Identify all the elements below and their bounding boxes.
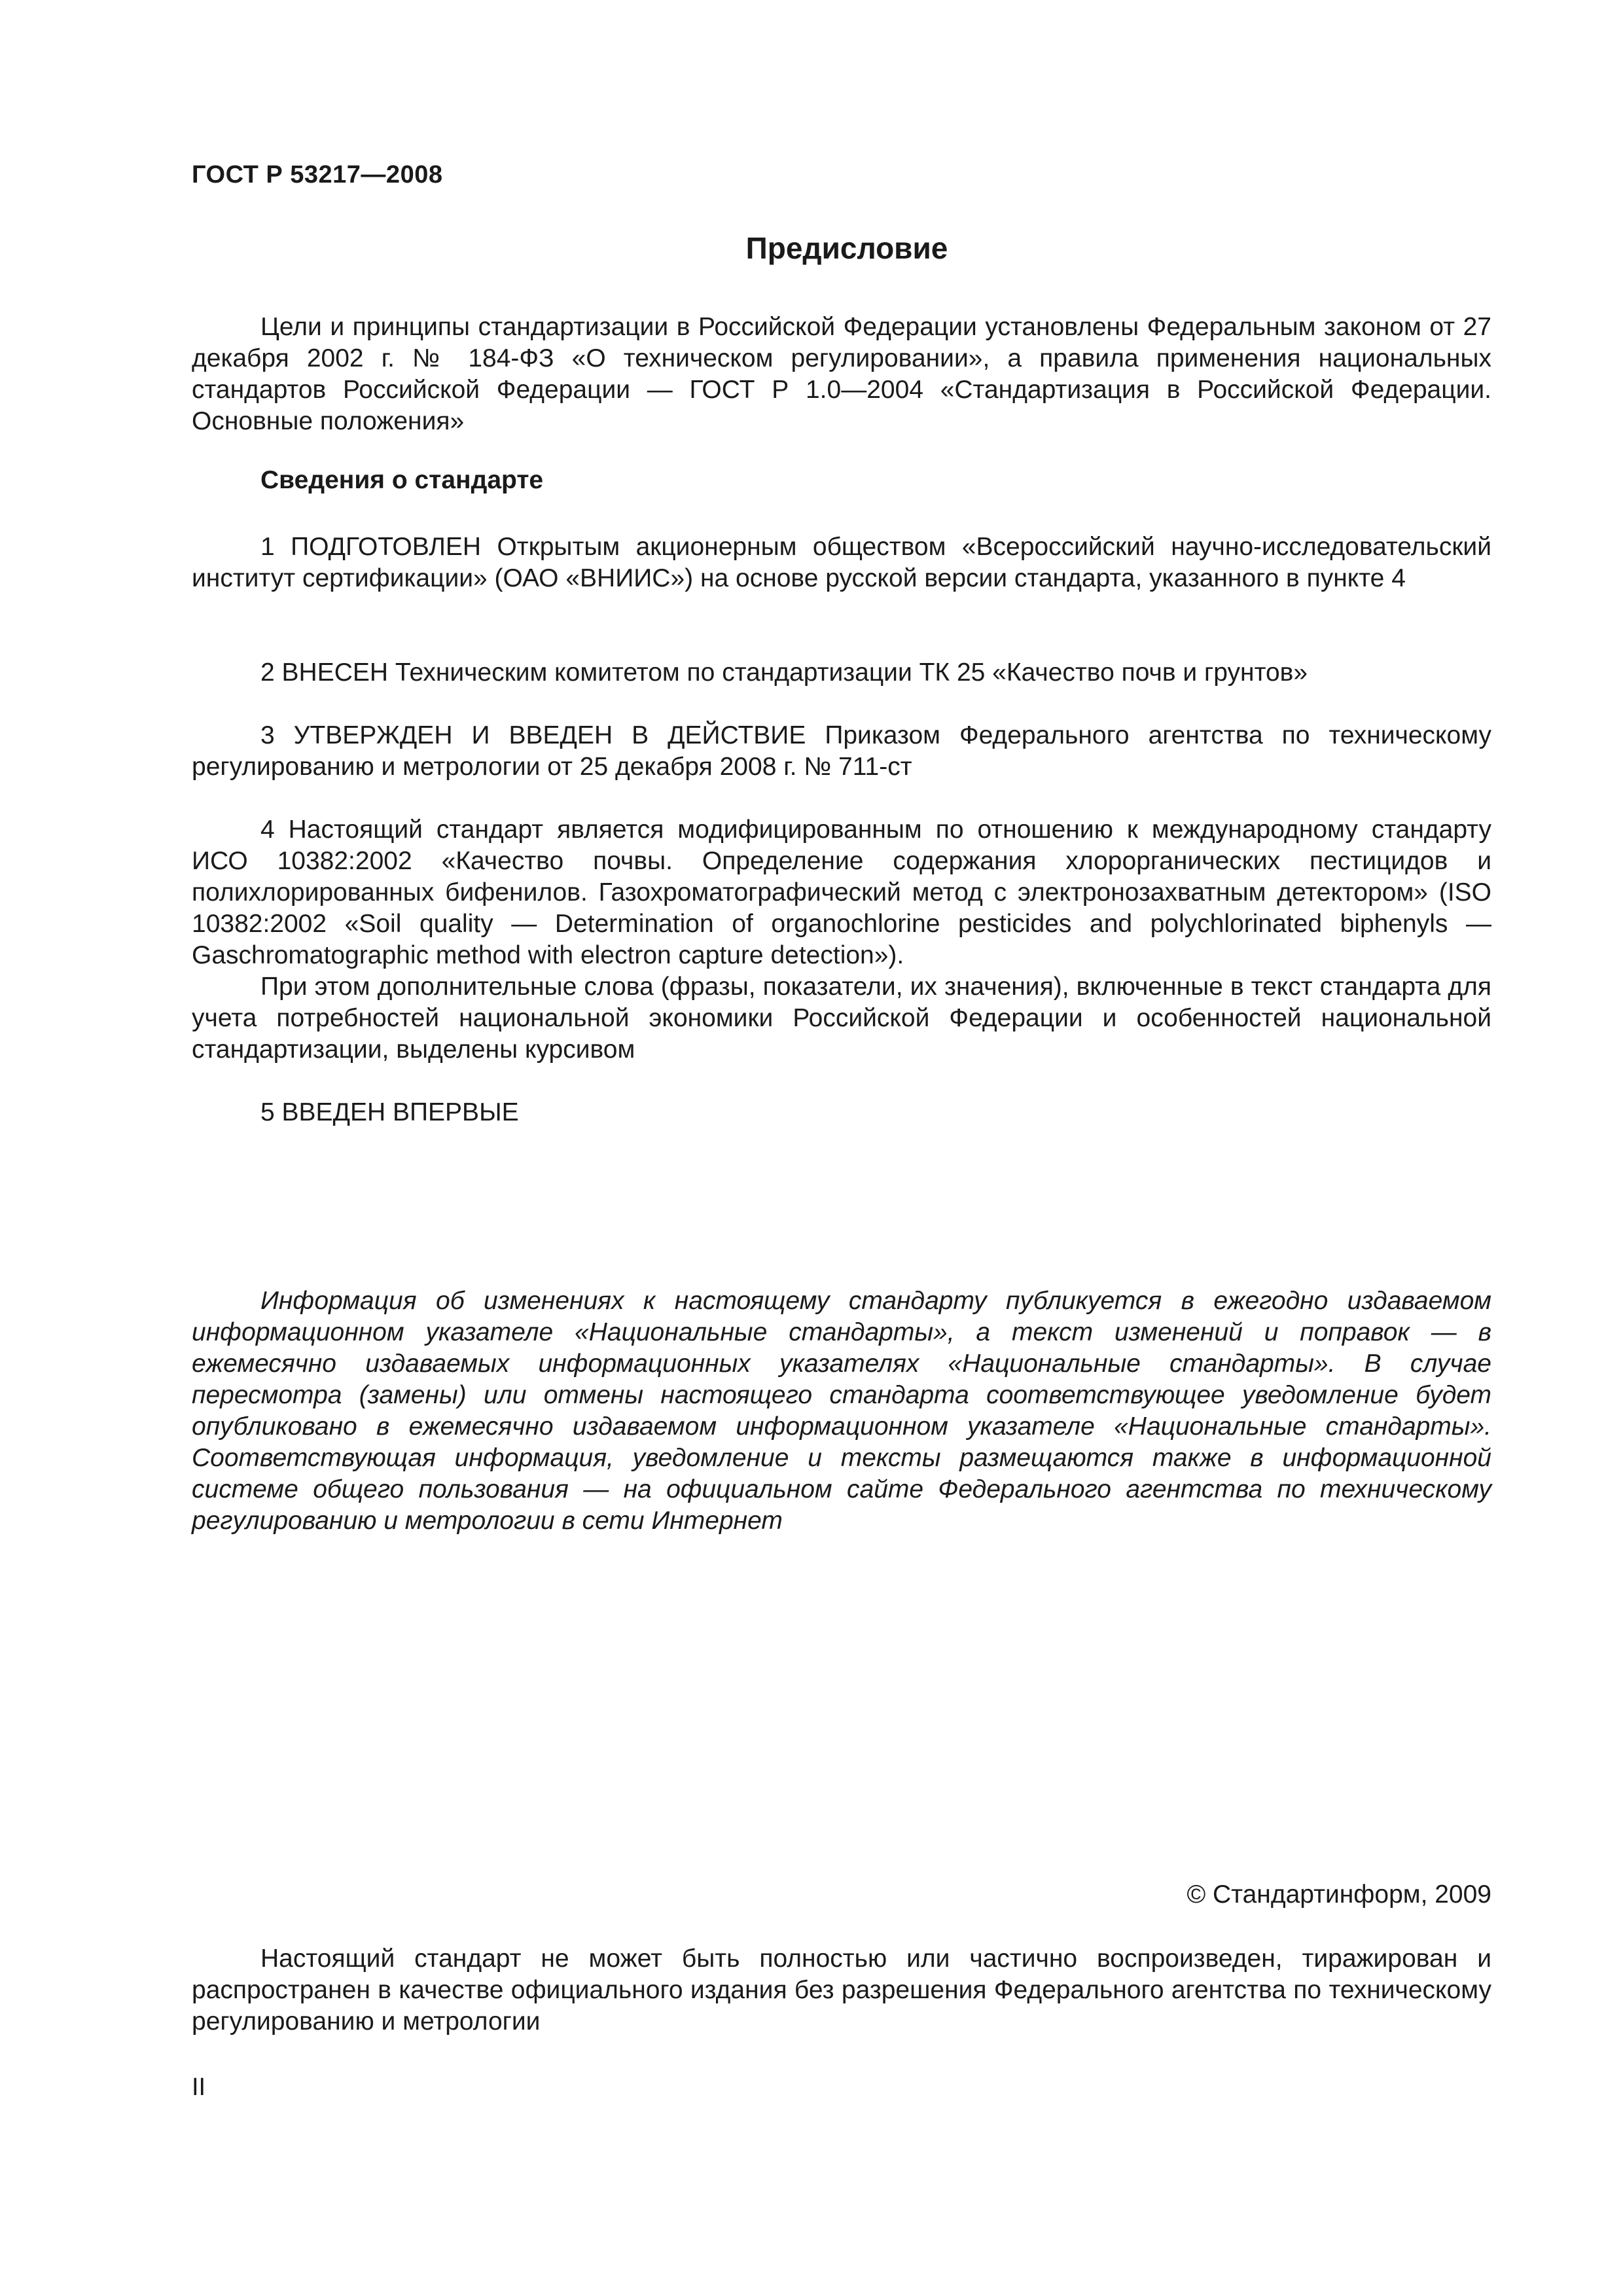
item-2: [192, 657, 1491, 689]
reproduction-notice-text: Настоящий стандарт не может быть полностью или частично воспроизведен, тиражирован и распространен в качестве официального издания без разрешения Федерального агентства по техническому регулированию и метрологии: [192, 1945, 1491, 2036]
item-1: [192, 531, 1491, 594]
page-title: Предисловие: [745, 231, 948, 265]
item-4-text: 4 Настоящий стандарт является модифицированным по отношению к международному стандарту ИСО 10382:2002 «Качество почвы. Определение содержания хлорорганических пестицидов и полихлорированных бифенилов. Газохроматографический метод с электронозахватным детектором» (ISO 10382:2002 «Soil quality — Determination of organochlorine pesticides and polychlorinated biphenyls — Gaschromatographic method with electron capture detection»).: [192, 816, 1491, 969]
intro-paragraph: [192, 312, 1491, 437]
section-heading: Сведения о стандарте: [260, 466, 544, 494]
item-4-note: При этом дополнительные слова (фразы, показатели, их значения), включенные в текст стандарта для учета потребностей национальной экономики Российской Федерации и особенностей национальной стандартизации, выделены курсивом: [192, 973, 1491, 1064]
info-notice-text: Информация об изменениях к настоящему стандарту публикуется в ежегодно издаваемом информационном указателе «Национальные стандарты», а текст изменений и поправок — в ежемесячно издаваемых информационных указателях «Национальные стандарты». В случае пересмотра (замены) или отмены настоящего стандарта соответствующее уведомление будет опубликовано в ежемесячно издаваемом информационном указателе «Национальные стандарты». Соответствующая информация, уведомление и тексты размещаются также в информационной системе общего пользования — на официальном сайте Федерального агентства по техническому регулированию и метрологии в сети Интернет: [192, 1287, 1491, 1535]
info-notice: [192, 1285, 1491, 1537]
document-code: ГОСТ Р 53217—2008: [192, 161, 443, 188]
item-3-text: 3 УТВЕРЖДЕН И ВВЕДЕН В ДЕЙСТВИЕ Приказом Федерального агентства по техническому регулированию и метрологии от 25 декабря 2008 г. № 711-ст: [192, 721, 1491, 781]
copyright: © Стандартинформ, 2009: [1186, 1880, 1491, 1909]
item-5: [192, 1097, 1491, 1128]
item-3: [192, 720, 1491, 783]
page-number: II: [192, 2073, 206, 2101]
reproduction-notice: [192, 1943, 1491, 2037]
item-4: [192, 814, 1491, 1066]
intro-text: Цели и принципы стандартизации в Российской Федерации установлены Федеральным законом от 27 декабря 2002 г. № 184-ФЗ «О техническом регулировании», а правила применения национальных стандартов Российской Федерации — ГОСТ Р 1.0—2004 «Стандартизация в Российской Федерации. Основные положения»: [192, 313, 1491, 435]
item-5-text: 5 ВВЕДЕН ВПЕРВЫЕ: [260, 1098, 519, 1126]
item-2-text: 2 ВНЕСЕН Техническим комитетом по стандартизации ТК 25 «Качество почв и грунтов»: [260, 658, 1308, 687]
item-1-text: 1 ПОДГОТОВЛЕН Открытым акционерным обществом «Всероссийский научно-исследовательский институт сертификации» (ОАО «ВНИИС») на основе русской версии стандарта, указанного в пункте 4: [192, 533, 1491, 592]
